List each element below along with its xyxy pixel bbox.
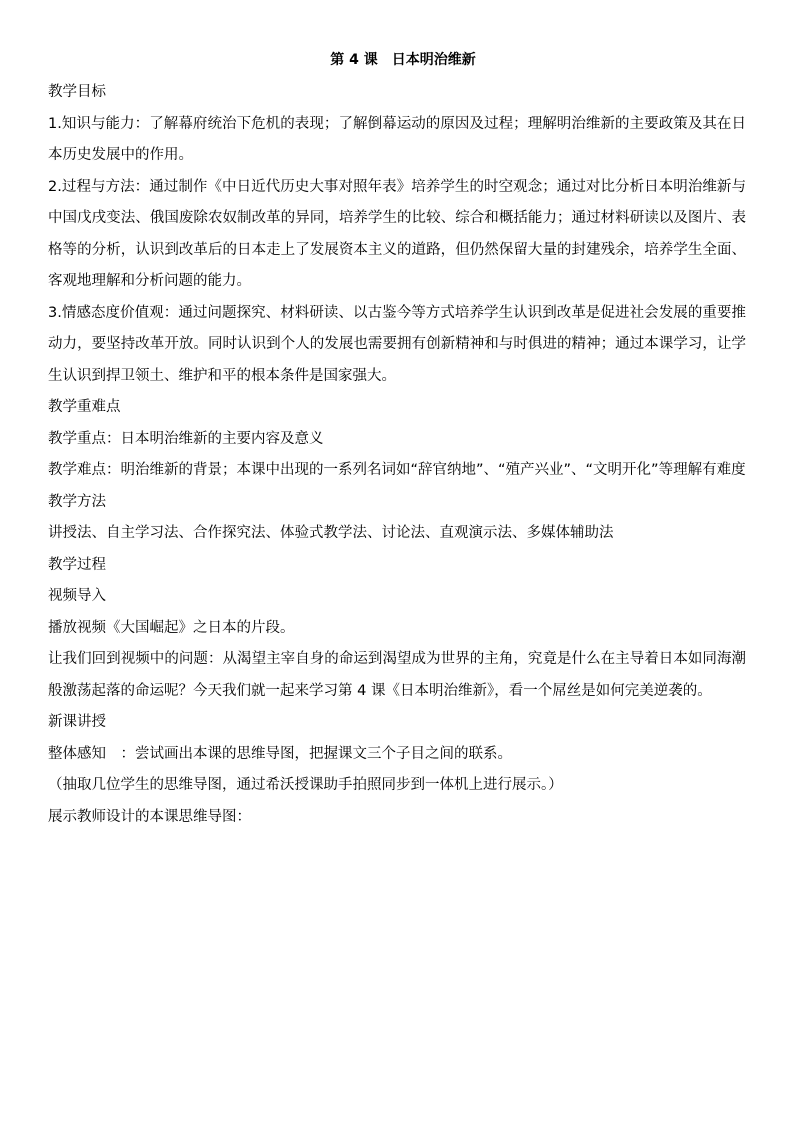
teacher-mindmap-intro: 展示教师设计的本课思维导图： (48, 808, 251, 825)
intro-question-text: 让我们回到视频中的问题：从渴望主宰自身的命运到渴望成为世界的主角，究竟是什么在主导着日本如同海潮般激荡起落的命运呢？今天我们就一起来学习第 4 课《日本明治维新》，看一个屌丝是如何完美逆袭的。 (48, 651, 746, 699)
page-title: 第 4 课 日本明治维新 (330, 52, 476, 68)
objective-values: 3.情感态度价值观：通过问题探究、材料研读、以古鉴今等方式培养学生认识到改革是促进社会发展的重要推动力，要坚持改革开放。同时认识到个人的发展也需要拥有创新精神和与时俱进的精神；通过本课学习，让学生认识到捍卫领土、维护和平的根本条件是国家强大。 (48, 304, 746, 384)
section-heading-process: 教学过程 (48, 556, 106, 573)
key-point: 教学重点：日本明治维新的主要内容及意义 (48, 430, 324, 447)
section-heading-objectives: 教学目标 (48, 84, 106, 100)
section-heading-key-points: 教学重难点 (48, 399, 121, 415)
section-heading-methods: 教学方法 (48, 493, 106, 510)
overall-perception-text: 整体感知 ：尝试画出本课的思维导图，把握课文三个子目之间的联系。 (48, 745, 512, 762)
objective-process-method: 2.过程与方法：通过制作《中日近代历史大事对照年表》培养学生的时空观念；通过对比分析日本明治维新与中国戊戌变法、俄国废除农奴制改革的异同，培养学生的比较、综合和概括能力；通过材料研读以及图片、表格等的分析，认识到改革后的日本走上了发展资本主义的道路，但仍然保留大量的封建残余，培养学生全面、客观地理解和分析问题的能力。 (48, 178, 746, 289)
student-mindmap-note: （抽取几位学生的思维导图，通过希沃授课助手拍照同步到一体机上进行展示。） (48, 777, 563, 793)
video-intro-text: 播放视频《大国崛起》之日本的片段。 (48, 619, 295, 636)
subheading-video-intro: 视频导入 (48, 588, 106, 604)
subheading-new-lesson: 新课讲授 (48, 714, 106, 730)
objective-knowledge: 1.知识与能力：了解幕府统治下危机的表现；了解倒幕运动的原因及过程；理解明治维新的主要政策及其在日本历史发展中的作用。 (48, 115, 746, 163)
difficult-point: 教学难点：明治维新的背景；本课中出现的一系列名词如“辞官纳地”、“殖产兴业”、“文明开化”等理解有难度 (48, 462, 746, 478)
teaching-methods-list: 讲授法、自主学习法、合作探究法、体验式教学法、讨论法、直观演示法、多媒体辅助法 (48, 525, 614, 541)
